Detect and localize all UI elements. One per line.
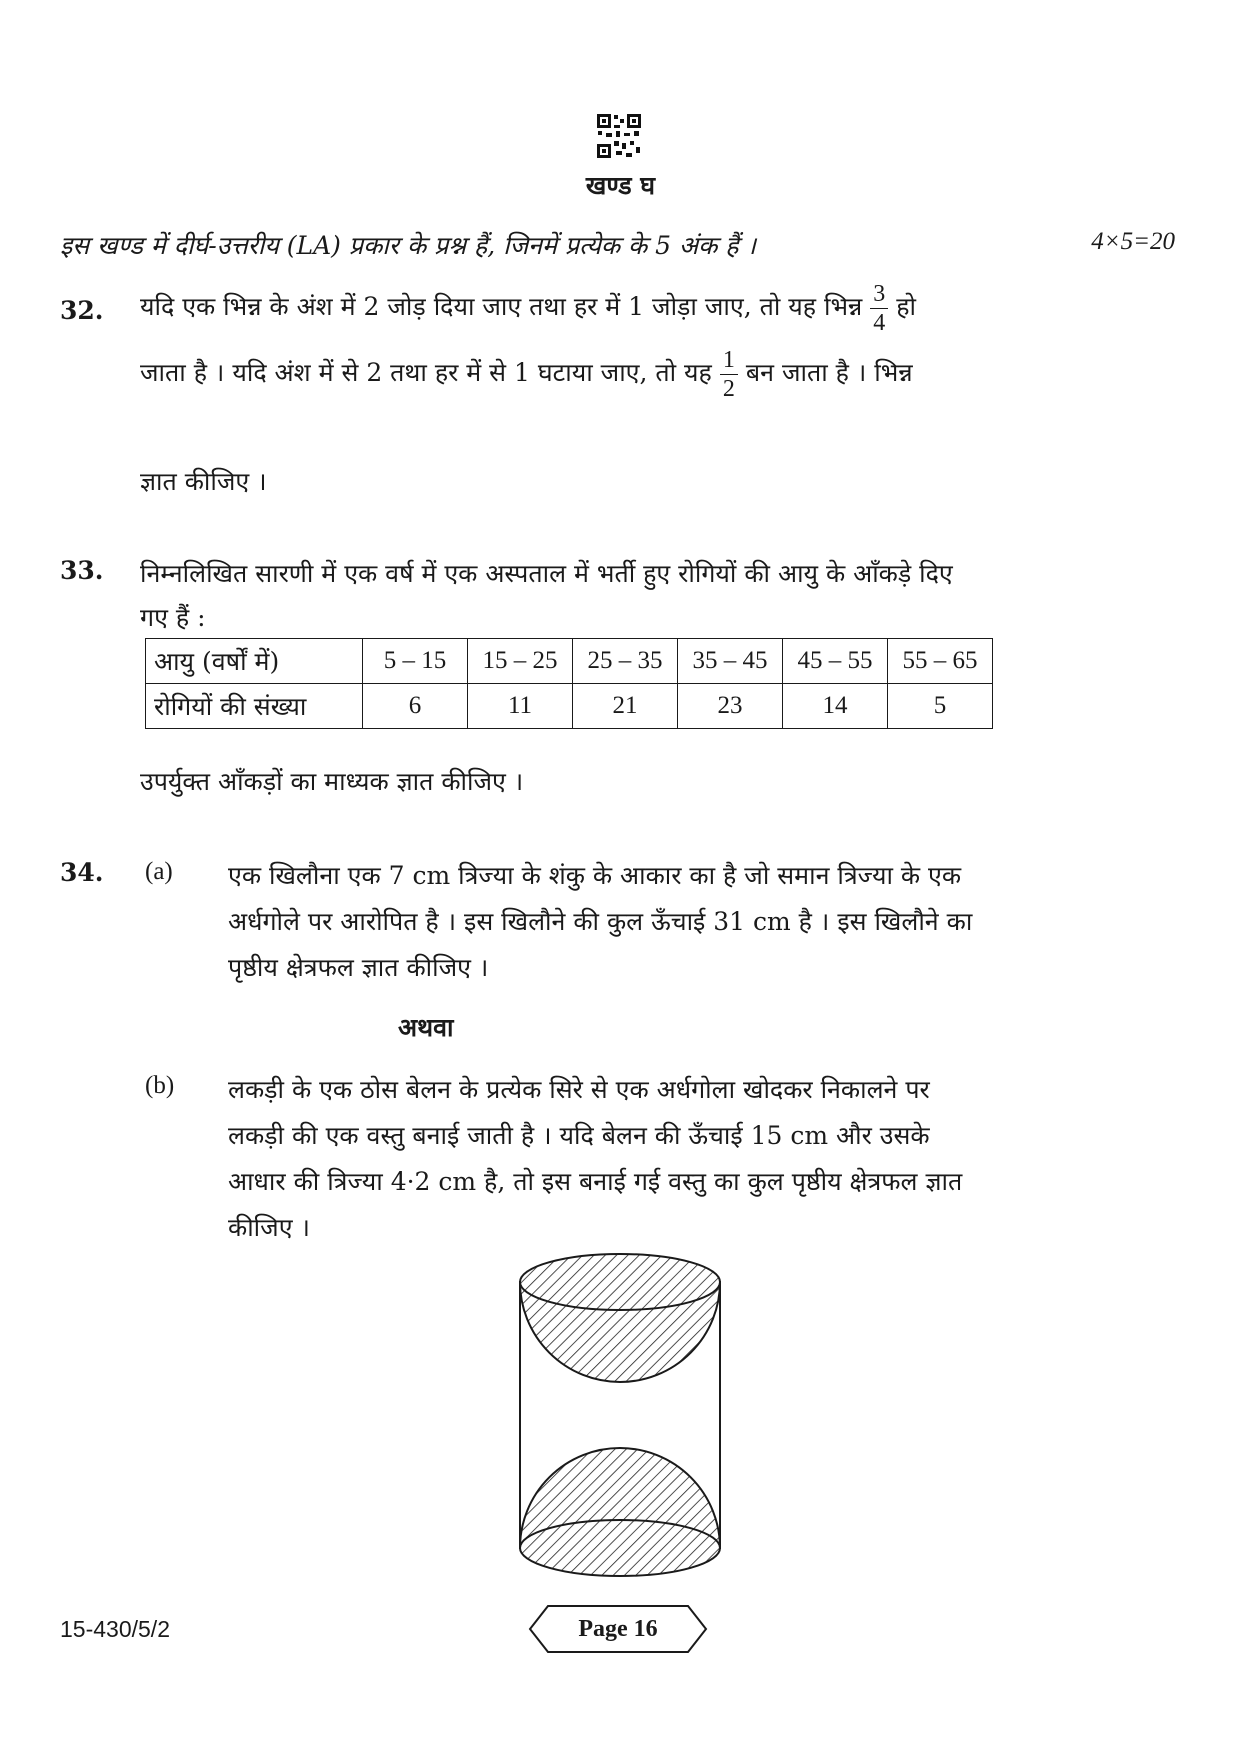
question-number-33: 33.: [60, 556, 104, 585]
table-cell: 23: [678, 684, 783, 729]
question-33-line-2: गए हैं :: [140, 603, 206, 632]
cylinder-hemisphere-diagram: [510, 1248, 730, 1588]
top-face-ellipse: [520, 1254, 720, 1310]
table-cell: 14: [783, 684, 888, 729]
or-label: अथवा: [398, 1013, 454, 1042]
question-32-line-1: [140, 280, 916, 337]
table-cell: 15 – 25: [468, 639, 573, 684]
row-header-patients: रोगियों की संख्या: [146, 684, 363, 729]
fraction-one-half: [720, 346, 738, 403]
question-34a-line-2: अर्धगोले पर आरोपित है । इस खिलौने की कुल ऊँचाई 31 cm है । इस खिलौने का: [228, 907, 973, 936]
question-32-text-2: जाता है । यदि अंश में से 2 तथा हर में से 1 घटाया जाए, तो यह: [140, 358, 712, 387]
question-32-text-2-end: बन जाता है । भिन्न: [745, 358, 913, 387]
section-instruction: इस खण्ड में दीर्घ-उत्तरीय (LA) प्रकार के प्रश्न हैं, जिनमें प्रत्येक के 5 अंक हैं ।: [60, 231, 756, 260]
table-cell: 5: [888, 684, 993, 729]
question-34b-line-4: कीजिए ।: [228, 1213, 310, 1242]
table-cell: 11: [468, 684, 573, 729]
fraction-denominator: 2: [722, 376, 735, 402]
question-number-32: 32.: [60, 296, 104, 325]
bottom-face-ellipse: [520, 1520, 720, 1576]
table-cell: 55 – 65: [888, 639, 993, 684]
paper-code: 15-430/5/2: [60, 1616, 170, 1642]
question-32-line-3: ज्ञात कीजिए ।: [140, 467, 267, 496]
table-cell: 5 – 15: [363, 639, 468, 684]
table-cell: 45 – 55: [783, 639, 888, 684]
part-label-a: (a): [145, 858, 173, 885]
question-34a-line-3: पृष्ठीय क्षेत्रफल ज्ञात कीजिए ।: [228, 953, 489, 982]
question-32-text-1: यदि एक भिन्न के अंश में 2 जोड़ दिया जाए तथा हर में 1 जोड़ा जाए, तो यह भिन्न: [140, 292, 863, 321]
section-title: खण्ड घ: [585, 171, 656, 200]
question-32-text-1-end: हो: [896, 292, 917, 321]
question-34a-line-1: एक खिलौना एक 7 cm त्रिज्या के शंकु के आकार का है जो समान त्रिज्या के एक: [228, 861, 962, 890]
row-header-age: आयु (वर्षों में): [146, 639, 363, 684]
part-label-b: (b): [145, 1072, 175, 1099]
fraction-three-quarters: [870, 280, 888, 337]
table-cell: 21: [573, 684, 678, 729]
question-34b-line-3: आधार की त्रिज्या 4·2 cm है, तो इस बनाई गई वस्तु का कुल पृष्ठीय क्षेत्रफल ज्ञात: [228, 1167, 963, 1196]
table-row: [146, 639, 993, 684]
fraction-numerator: 1: [720, 346, 738, 375]
section-marks: 4×5=20: [1091, 228, 1175, 255]
table-cell: 25 – 35: [573, 639, 678, 684]
age-distribution-table: [145, 638, 993, 729]
question-33-line-1: निम्नलिखित सारणी में एक वर्ष में एक अस्पताल में भर्ती हुए रोगियों की आयु के आँकड़े दिए: [140, 559, 953, 588]
question-34b-line-2: लकड़ी की एक वस्तु बनाई जाती है । यदि बेलन की ऊँचाई 15 cm और उसके: [228, 1121, 930, 1150]
question-number-34: 34.: [60, 858, 104, 887]
question-32-line-2: [140, 346, 913, 403]
fraction-numerator: 3: [870, 280, 888, 309]
page-number: Page 16: [578, 1616, 658, 1642]
question-33-ask: उपर्युक्त आँकड़ों का माध्यक ज्ञात कीजिए ।: [140, 767, 524, 796]
qr-code: [596, 113, 642, 159]
table-cell: 6: [363, 684, 468, 729]
table-row: [146, 684, 993, 729]
question-34b-line-1: लकड़ी के एक ठोस बेलन के प्रत्येक सिरे से एक अर्धगोला खोदकर निकालने पर: [228, 1075, 930, 1104]
fraction-denominator: 4: [873, 310, 886, 336]
table-cell: 35 – 45: [678, 639, 783, 684]
